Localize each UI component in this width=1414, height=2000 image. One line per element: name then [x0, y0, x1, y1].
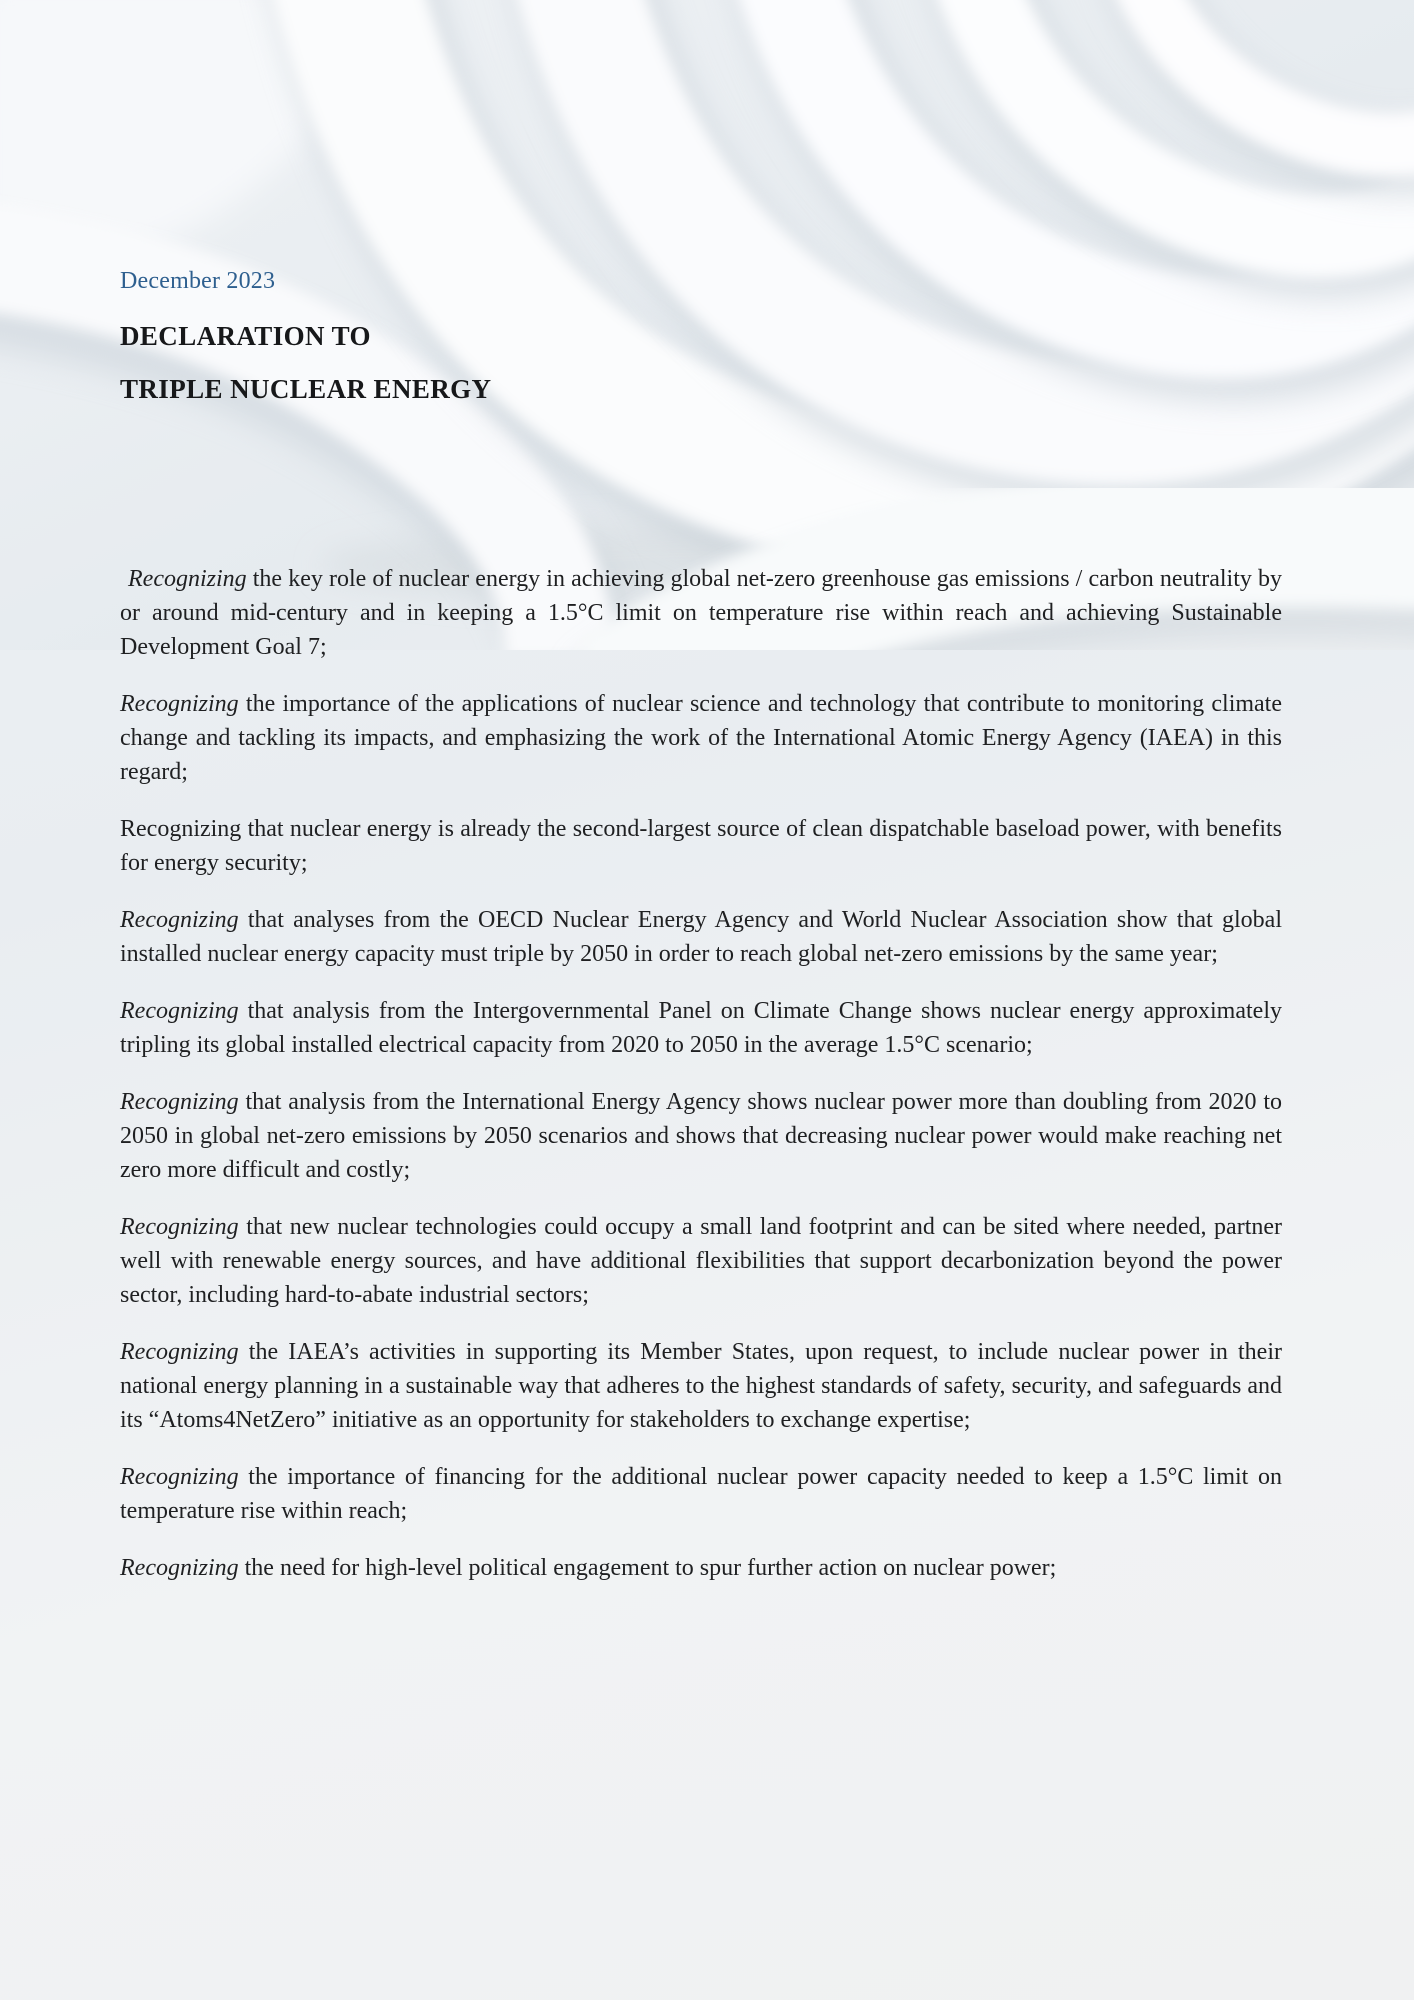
paragraph — [120, 812, 1282, 880]
paragraph-text: that nuclear energy is already the second-largest source of clean dispatchable baseload power, with benefits for energy security; — [120, 816, 1282, 876]
paragraph — [120, 1460, 1282, 1528]
paragraph-text: the key role of nuclear energy in achieving global net-zero greenhouse gas emissions / carbon neutrality by or around mid-century and in keeping a 1.5°C limit on temperature rise within reach and achieving Sustainable Development Goal 7; — [120, 566, 1282, 660]
paragraph — [120, 903, 1282, 971]
paragraph — [120, 687, 1282, 789]
paragraph-text: that analysis from the International Energy Agency shows nuclear power more than doubling from 2020 to 2050 in global net-zero emissions by 2050 scenarios and shows that decreasing nuclear power would make reaching net zero more difficult and costly; — [120, 1089, 1282, 1183]
paragraph — [120, 562, 1282, 664]
paragraph-text: the importance of the applications of nuclear science and technology that contribute to monitoring climate change and tackling its impacts, and emphasizing the work of the International Atomic Energy Agency (IAEA) in this regard; — [120, 691, 1282, 785]
paragraph-text: that analyses from the OECD Nuclear Energy Agency and World Nuclear Association show that global installed nuclear energy capacity must triple by 2050 in order to reach global net-zero emissions by the same year; — [120, 907, 1282, 967]
paragraph-lead-word: Recognizing — [120, 1464, 239, 1490]
paragraph-lead-word: Recognizing — [120, 1214, 239, 1240]
paragraph-text: that new nuclear technologies could occupy a small land footprint and can be sited where needed, partner well with renewable energy sources, and have additional flexibilities that support decarbonization beyond the power sector, including hard-to-abate industrial sectors; — [120, 1214, 1282, 1308]
paragraph — [120, 1551, 1282, 1585]
paragraph — [120, 1335, 1282, 1437]
document-title-line-2: TRIPLE NUCLEAR ENERGY — [120, 374, 492, 404]
paragraph-lead-word: Recognizing — [120, 816, 242, 842]
paragraph-lead-word: Recognizing — [120, 1555, 239, 1581]
paragraph-lead-word: Recognizing — [120, 1339, 239, 1365]
document-title-line-1: DECLARATION TO — [120, 321, 371, 351]
paragraph-lead-word: Recognizing — [120, 1089, 239, 1115]
paragraph-lead-word: Recognizing — [120, 907, 239, 933]
paragraph-text: the IAEA’s activities in supporting its Member States, upon request, to include nuclear power in their national energy planning in a sustainable way that adheres to the highest standards of safety, security, and safeguards and its “Atoms4NetZero” initiative as an opportunity for stakeholders to exchange expertise; — [120, 1339, 1282, 1433]
document-date: December 2023 — [120, 268, 276, 294]
paragraph-text: that analysis from the Intergovernmental Panel on Climate Change shows nuclear energy approximately tripling its global installed electrical capacity from 2020 to 2050 in the average 1.5°C scenario; — [120, 998, 1282, 1058]
paragraph-text: the need for high-level political engagement to spur further action on nuclear power; — [238, 1555, 1057, 1581]
paragraph-lead-word: Recognizing — [120, 998, 239, 1024]
paragraph-lead-word: Recognizing — [120, 691, 239, 717]
paragraph — [120, 1085, 1282, 1187]
paragraph — [120, 1210, 1282, 1312]
paragraph-lead-word: Recognizing — [128, 566, 247, 592]
masthead — [120, 268, 740, 405]
paragraph — [120, 994, 1282, 1062]
paragraph-text: the importance of financing for the additional nuclear power capacity needed to keep a 1.5°C limit on temperature rise within reach; — [120, 1464, 1282, 1524]
document-body — [120, 562, 1282, 1608]
